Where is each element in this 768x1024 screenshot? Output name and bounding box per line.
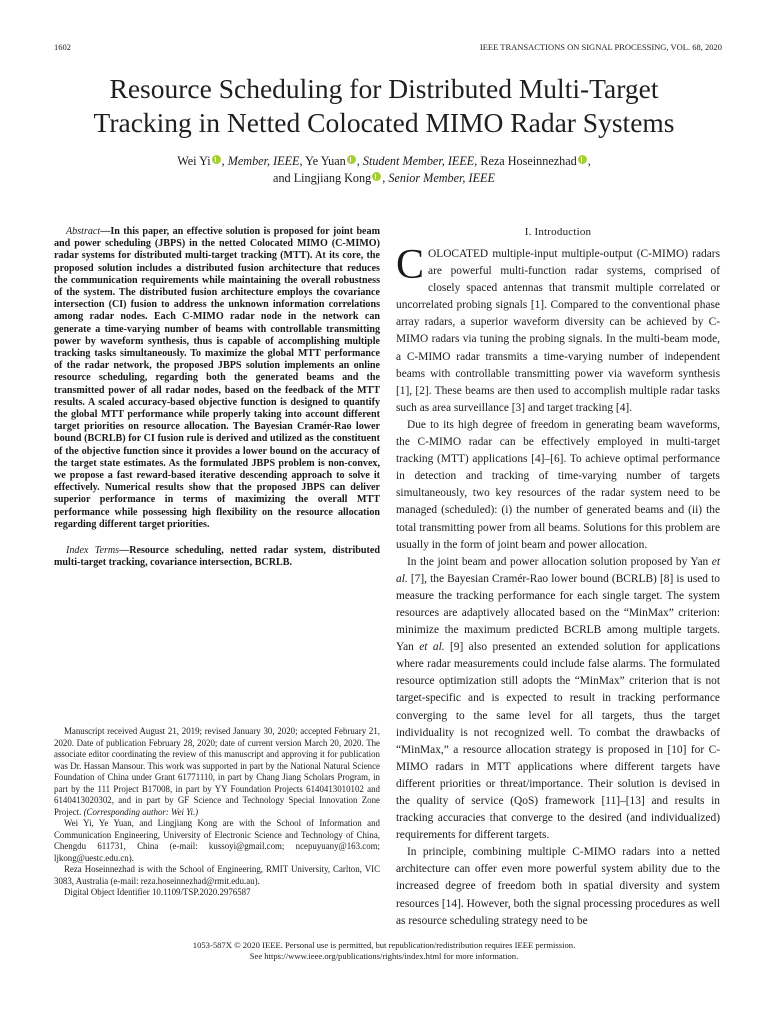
author-name: Reza Hoseinnezhad [480, 154, 577, 168]
title-line-1: Resource Scheduling for Distributed Multi-Target [109, 73, 659, 104]
section-heading: I. Introduction [524, 226, 592, 238]
author-line-1: Wei Yi , Member, IEEE, Ye Yuan , Student Member, IEEE, Reza Hoseinnezhad , [177, 154, 591, 168]
author-role: Member, IEEE [227, 154, 300, 168]
footnote-manuscript: Manuscript received August 21, 2019; revised January 30, 2020; accepted February 21, 2020. Date of publication February 28, 2020; date of current version March 20, 2020. The associate editor coordinating the review of this manuscript and approving it for publication was Dr. Hassan Mansour. This work was supported in part by the National Natural Science Foundation of China under Grant 61771110, in part by Chang Jiang Scholars Program, in part by the 111 Project B17008, in part by YY Foundation Projects 6140413010102 and 6140413020302, and in part by GF Science and Technology Special Innovation Zone Project. (Corresponding author: Wei Yi.) [54, 726, 380, 817]
abstract: Abstract—In this paper, an effective solution is proposed for joint beam and power scheduling (JBPS) in the netted Colocated MIMO (C-MIMO) radar systems for distributed multi-target tracking (MTT). At its core, the proposed solution includes a distributed fusion architecture that reduces the communication requirements while maintaining the overall robustness of the system. The distributed fusion architecture employs the covariance intersection (CI) fusion to address the unknown information correlations among radar nodes. Each C-MIMO radar node in the network can generate a time-varying number of beams with controllable transmitting power by waveform synthesis, thus is capable of accomplishing multiple tracking tasks simultaneously. To maximize the global MTT performance of the radar network, the proposed JBPS solution implements an online resource scheduling, regarding both the generated beams and the transmitted power of all radar nodes, based on the feedback of the MTT results. A scaled accuracy-based objective function is designed to quantify the global MTT performance while properly taking into account different target priorities on resource allocation. The Bayesian Cramér-Rao lower bound (BCRLB) for CI fusion rule is derived and utilized as the constituent of the objective function since it provides a lower bound on the accuracy of the target state estimates. As the formulated JBPS problem is non-convex, we propose a fast reward-based iterative descending approach to solve it effectively. Numerical results show that the proposed JBPS can deliver superior performance in terms of maximizing the overall MTT performance while possessing high flexibility on the resource allocation regarding different target priorities. [54, 226, 380, 530]
intro-paragraph-2: Due to its high degree of freedom in generating beam waveforms, the C-MIMO radar can be effectively employed in multi-target tracking (MTT) applications [4]–[6]. To achieve optimal performance in detection and tracking of time-varying number of targets simultaneously, two key resources of the radar system need to be managed (scheduled): (i) the number of generated beams and (ii) the total transmitting power from all beams. Solutions for this problem are usually in the form of joint beam and power allocation. [396, 418, 720, 551]
intro-paragraph-4: In principle, combining multiple C-MIMO radars into a netted architecture can offer even more powerful system ability due to the increased degree of freedom both in spatial diversity and system resources [14]. However, both the signal processing procedures as well as resource scheduling strategy need to be [396, 846, 720, 927]
paper-title [20, 72, 748, 140]
intro-paragraph-1: COLOCATED multiple-input multiple-output (C-MIMO) radars are powerful multi-function radar systems, comprised of closely spaced antennas that transmit multiple correlated or uncorrelated probing signals [1]. Compared to the conventional phase array radars, a superior waveform diversity can be achieved by C-MIMO radars via tuning the probing signals. In the multi-beam mode, a C-MIMO radar transmits a time-varying number of independent beams with controllable transmitting power via waveform synthesis [1], [2]. These beams are then used to accomplish multiple radar tasks such as area surveillance [3] and target tracking [4]. [396, 242, 720, 414]
right-column [396, 226, 720, 930]
orcid-icon[interactable] [347, 155, 356, 164]
copyright-line-1: 1053-587X © 2020 IEEE. Personal use is permitted, but republication/redistribution requires IEEE permission. [192, 940, 576, 950]
author-list [20, 153, 748, 187]
author-name: Ye Yuan [305, 154, 346, 168]
author-line-2: and Lingjiang Kong , Senior Member, IEEE [273, 171, 495, 185]
intro-paragraph-3: In the joint beam and power allocation solution proposed by Yan et al. [7], the Bayesian Cramér-Rao lower bound (BCRLB) [8] is used to measure the tracking performance for each single target. The system resources are adaptively allocated based on the “MinMax” criterion: minimize the maximum predicted BCRLB among multiple targets. Yan et al. [9] also presented an extended solution for applications where radar measurements could include false alarms. The formulated resource optimization still adopts the “MinMax” criterion that is not target-specific and is expected to result in tracking performance converging to the same level for all targets, thus the target individuality is not recognized well. To combat the drawbacks of “MinMax,” a resource allocation strategy is proposed in [10] for C-MIMO radars in MTT applications where different targets have different priorities or threat/importance. Their solution is devised in the quality of service (QoS) framework [11]–[13] and results in tracking accuracies that converge to the desired (and individualized) requirements for different targets. [396, 555, 721, 842]
index-terms: Index Terms—Resource scheduling, netted radar system, distributed multi-target tracking, covariance intersection, BCRLB. [54, 545, 380, 569]
author-name: Wei Yi [177, 154, 211, 168]
copyright-notice [40, 940, 728, 962]
author-name: and Lingjiang Kong [273, 171, 372, 185]
corresponding-author: (Corresponding author: Wei Yi.) [83, 806, 199, 817]
journal-name: IEEE TRANSACTIONS ON SIGNAL PROCESSING, VOL. 68, 2020 [479, 42, 722, 52]
footnote [54, 726, 380, 899]
orcid-icon[interactable] [578, 155, 587, 164]
left-column [54, 226, 380, 569]
index-terms-text: Resource scheduling, netted radar system, distributed multi-target tracking, covariance intersection, BCRLB. [54, 545, 380, 569]
abstract-text: In this paper, an effective solution is proposed for joint beam and power scheduling (JBPS) in the netted Colocated MIMO (C-MIMO) radar systems for distributed multi-target tracking (MTT). At its core, the proposed solution includes a distributed fusion architecture that reduces the communication requirements while maintaining the overall robustness of the system. The distributed fusion architecture employs the covariance intersection (CI) fusion to address the unknown information correlations among radar nodes. Each C-MIMO radar node in the network can generate a time-varying number of beams with controllable transmitting power by waveform synthesis, thus is capable of accomplishing multiple tracking tasks simultaneously. To maximize the global MTT performance of the radar network, the proposed JBPS solution implements an online resource scheduling, regarding both the generated beams and the transmitted power of all radar nodes, based on the feedback of the MTT results. A scaled accuracy-based objective function is designed to quantify the global MTT performance while properly taking into account different target priorities on resource allocation. The Bayesian Cramér-Rao lower bound (BCRLB) for CI fusion rule is derived and utilized as the constituent of the objective function since it provides a lower bound on the accuracy of the target state estimates. As the formulated JBPS problem is non-convex, we propose a fast reward-based iterative descending approach to solve it effectively. Numerical results show that the proposed JBPS can deliver superior performance in terms of maximizing the overall MTT performance while possessing high flexibility on the resource allocation regarding different target priorities. [54, 226, 380, 530]
orcid-icon[interactable] [372, 172, 381, 181]
footnote-affiliation-2: Reza Hoseinnezhad is with the School of Engineering, RMIT University, Carlton, VIC 3083, Australia (e-mail: reza.hoseinnezhad@rmit.edu.au). [54, 864, 380, 886]
drop-cap: C [396, 242, 425, 288]
abstract-label: Abstract [66, 226, 101, 237]
title-line-2: Tracking in Netted Colocated MIMO Radar Systems [93, 107, 675, 138]
copyright-line-2[interactable]: See https://www.ieee.org/publications/rights/index.html for more information. [249, 951, 519, 961]
orcid-icon[interactable] [212, 155, 221, 164]
index-terms-label: Index Terms [66, 545, 120, 557]
running-header [54, 42, 722, 54]
author-role: Student Member, IEEE [362, 154, 475, 168]
author-role: Senior Member, IEEE [388, 171, 495, 185]
footnote-affiliation-1: Wei Yi, Ye Yuan, and Lingjiang Kong are with the School of Information and Communication Engineering, University of Electronic Science and Technology of China, Chengdu 611731, China (e-mail: kussoyi@gmail.com; ncepuyuany@163.com; ljkong@uestc.edu.cn). [54, 818, 380, 863]
footnote-doi[interactable]: Digital Object Identifier 10.1109/TSP.2020.2976587 [64, 887, 251, 897]
page-number: 1602 [54, 42, 71, 52]
